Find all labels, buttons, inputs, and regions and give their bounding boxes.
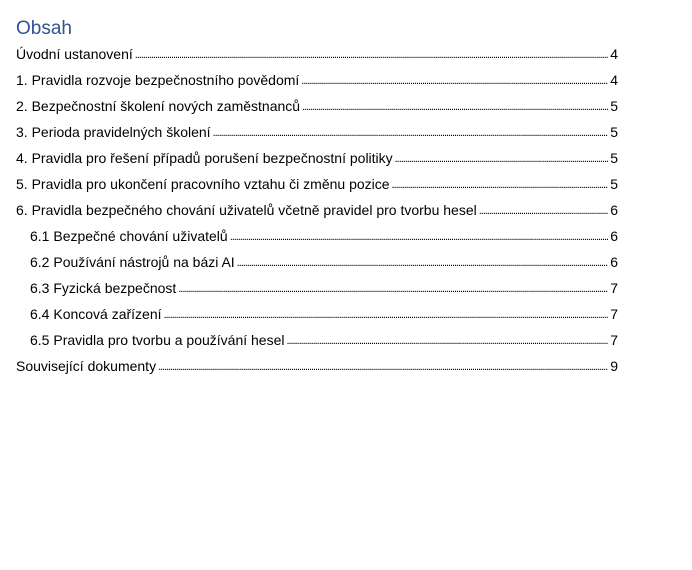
toc-entry-label: 5. Pravidla pro ukončení pracovního vztahu či změnu pozice <box>16 176 390 192</box>
toc-entry-4[interactable] <box>16 145 618 171</box>
toc-entry-page-number: 7 <box>610 306 618 322</box>
toc-dot-leader <box>479 196 608 224</box>
toc-entry-label: 6.2 Používání nástrojů na bázi AI <box>30 254 235 270</box>
toc-entry-3[interactable] <box>16 119 618 145</box>
toc-entry-label: 2. Bezpečnostní školení nových zaměstnanců <box>16 98 301 114</box>
toc-entry-page-number: 6 <box>610 202 618 218</box>
toc-entry-label: 6.1 Bezpečné chování uživatelů <box>30 228 228 244</box>
toc-entry-page-number: 7 <box>610 280 618 296</box>
toc-entry-page-number: 7 <box>610 332 618 348</box>
toc-entry-label: 6.3 Fyzická bezpečnost <box>30 280 177 296</box>
toc-entry-6-1[interactable] <box>16 223 618 249</box>
toc-entry-page-number: 5 <box>610 150 618 166</box>
toc-entry-5[interactable] <box>16 171 618 197</box>
toc-entry-page-number: 6 <box>610 228 618 244</box>
toc-dot-leader <box>302 92 608 120</box>
toc-entry-1[interactable] <box>16 67 618 93</box>
toc-entry-6-3[interactable] <box>16 275 618 301</box>
toc-entry-label: 3. Perioda pravidelných školení <box>16 124 211 140</box>
toc-dot-leader <box>301 66 608 94</box>
toc-dot-leader <box>135 40 608 68</box>
toc-entry-souvisejici-dokumenty[interactable] <box>16 353 618 379</box>
toc-dot-leader <box>237 248 608 276</box>
toc-dot-leader <box>395 144 608 172</box>
toc-dot-leader <box>392 170 608 198</box>
toc-entry-6-4[interactable] <box>16 301 618 327</box>
toc-title: Obsah <box>16 18 72 39</box>
toc-entry-2[interactable] <box>16 93 618 119</box>
toc-entry-page-number: 9 <box>610 358 618 374</box>
toc-entry-label: Související dokumenty <box>16 358 157 374</box>
toc-entry-label: 6.5 Pravidla pro tvorbu a používání hesel <box>30 332 285 348</box>
toc-dot-leader <box>287 326 609 354</box>
toc-entry-page-number: 6 <box>610 254 618 270</box>
toc-entry-page-number: 5 <box>610 98 618 114</box>
toc-dot-leader <box>213 118 608 146</box>
toc-dot-leader <box>158 352 608 380</box>
toc-entry-label: 6. Pravidla bezpečného chování uživatelů včetně pravidel pro tvorbu hesel <box>16 202 477 218</box>
toc-entry-6-2[interactable] <box>16 249 618 275</box>
toc-entry-page-number: 5 <box>610 176 618 192</box>
toc-entry-uvodni-ustanoveni[interactable] <box>16 41 618 67</box>
toc-dot-leader <box>230 222 608 250</box>
toc-entry-label: Úvodní ustanovení <box>16 46 133 62</box>
toc-entry-6-5[interactable] <box>16 327 618 353</box>
toc-entry-page-number: 4 <box>610 46 618 62</box>
toc-entry-label: 6.4 Koncová zařízení <box>30 306 162 322</box>
table-of-contents <box>16 18 618 379</box>
toc-entry-page-number: 4 <box>610 72 618 88</box>
toc-entry-page-number: 5 <box>610 124 618 140</box>
toc-list <box>16 41 618 379</box>
toc-dot-leader <box>178 274 608 302</box>
toc-entry-6[interactable] <box>16 197 618 223</box>
toc-dot-leader <box>164 300 608 328</box>
toc-entry-label: 1. Pravidla rozvoje bezpečnostního povědomí <box>16 72 300 88</box>
toc-entry-label: 4. Pravidla pro řešení případů porušení bezpečnostní politiky <box>16 150 393 166</box>
